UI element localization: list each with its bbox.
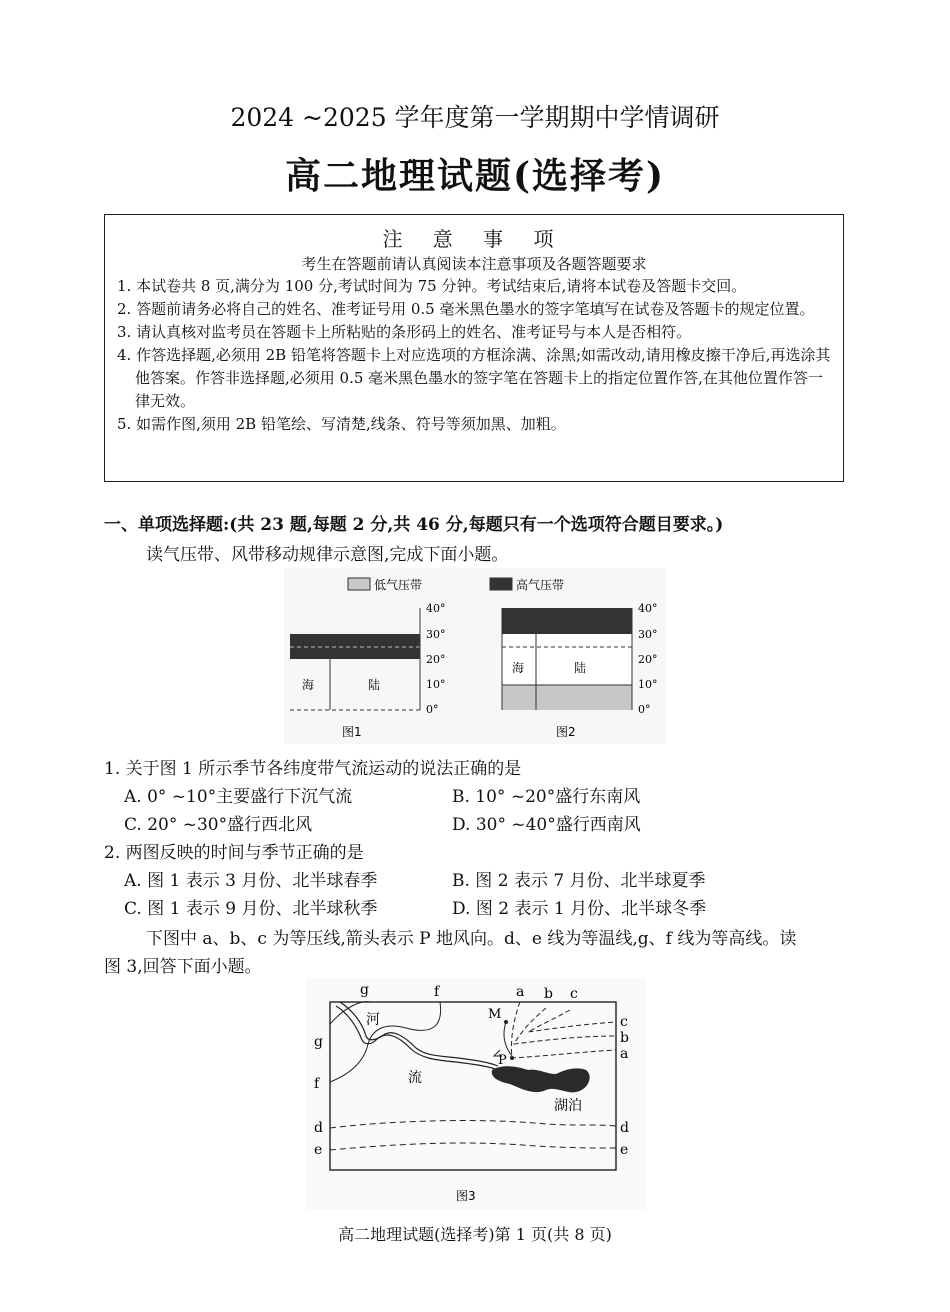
intro2-line1: 下图中 a、b、c 为等压线,箭头表示 P 地风向。d、e 线为等温线,g、f 线为等高线。读 [146,929,797,949]
exam-title: 高二地理试题(选择考) [284,155,666,197]
label-river-1: 河 [366,1012,380,1028]
notice-subtitle: 考生在答题前请认真阅读本注意事项及各题答题要求 [301,255,647,273]
section-heading: 一、单项选择题:(共 23 题,每题 2 分,共 46 分,每题只有一个选项符合题目要求。) [104,515,724,535]
label-m: M [488,1007,502,1022]
q1-stem: 1. 关于图 1 所示季节各纬度带气流运动的说法正确的是 [104,759,522,779]
fig2-lat-20: 20° [638,653,658,666]
fig1-sea-label: 海 [302,678,315,692]
fig1-lat-20: 20° [426,653,446,666]
fig2-land-label: 陆 [574,661,587,675]
label-e-right: e [620,1142,629,1158]
notice-item-2: 2. 答题前请务必将自己的姓名、准考证号用 0.5 毫米黑色墨水的签字笔填写在试卷及答题卡的规定位置。 [117,300,815,318]
q1-option-d: D. 30° ~40°盛行西南风 [452,815,641,835]
figure-pressure-belts [284,568,666,744]
q2-option-d: D. 图 2 表示 1 月份、北半球冬季 [452,899,707,919]
label-f-top: f [434,984,440,1000]
label-c-top: c [570,986,578,1002]
q2-option-b: B. 图 2 表示 7 月份、北半球夏季 [452,871,706,891]
label-river-2: 流 [408,1070,422,1086]
fig2-sea-label: 海 [512,661,525,675]
notice-title: 注 意 事 项 [382,227,566,251]
fig2-caption: 图2 [556,725,576,739]
notice-item-3: 3. 请认真核对监考员在答题卡上所粘贴的条形码上的姓名、准考证号与本人是否相符。 [117,323,692,341]
label-lake: 湖泊 [554,1098,582,1114]
notice-item-4: 4. 作答选择题,必须用 2B 铅笔将答题卡上对应选项的方框涂满、涂黑;如需改动,请用橡皮擦干净后,再选涂其他答案。作答非选择题,必须用 0.5 毫米黑色墨水的签字笔在答题卡上的指定位置作答,在其他位置作答一律无效。 [117,346,831,410]
q1-option-b: B. 10° ~20°盛行东南风 [452,787,641,807]
label-d-left: d [314,1120,323,1136]
fig3-caption: 图3 [456,1189,476,1203]
figure-3-map [306,978,646,1210]
fig1-land-label: 陆 [368,678,381,692]
legend-high-swatch [490,578,512,590]
fig1-lat-10: 10° [426,678,446,691]
fig2-high-band [502,608,632,634]
notice-item-1: 1. 本试卷共 8 页,满分为 100 分,考试时间为 75 分钟。考试结束后,请将本试卷及答题卡交回。 [117,277,747,295]
q2-option-a: A. 图 1 表示 3 月份、北半球春季 [124,871,378,891]
exam-year-line: 2024 ~2025 学年度第一学期期中学情调研 [230,103,720,132]
fig1-caption: 图1 [342,725,362,739]
notice-item-5: 5. 如需作图,须用 2B 铅笔绘、写清楚,线条、符号等须加黑、加粗。 [117,415,566,433]
q1-option-c: C. 20° ~30°盛行西北风 [124,815,313,835]
fig1-lat-40: 40° [426,602,446,615]
fig2-lat-10: 10° [638,678,658,691]
label-g-top: g [360,982,369,998]
label-b-top: b [544,986,553,1002]
point-p [510,1056,514,1060]
notice-list [117,275,833,436]
q2-option-c: C. 图 1 表示 9 月份、北半球秋季 [124,899,378,919]
label-p: P [498,1053,507,1068]
label-d-right: d [620,1120,629,1136]
intro2-line2: 图 3,回答下面小题。 [104,957,262,977]
legend-low-swatch [348,578,370,590]
fig2-low-band [502,685,632,710]
q1-option-a: A. 0° ~10°主要盛行下沉气流 [124,787,353,807]
label-a-top: a [516,984,525,1000]
label-e-left: e [314,1142,323,1158]
page-footer: 高二地理试题(选择考)第 1 页(共 8 页) [338,1225,612,1244]
fig2-lat-0: 0° [638,703,651,716]
legend-high-label: 高气压带 [516,578,565,592]
label-g-left: g [314,1034,323,1050]
label-c-right: c [620,1014,628,1030]
fig2-lat-30: 30° [638,628,658,641]
section-intro: 读气压带、风带移动规律示意图,完成下面小题。 [146,545,509,565]
label-f-left: f [314,1076,320,1092]
fig1-lat-0: 0° [426,703,439,716]
label-a-right: a [620,1046,629,1062]
label-b-right: b [620,1030,629,1046]
legend-low-label: 低气压带 [374,578,423,592]
notice-box [104,214,844,482]
fig2-lat-40: 40° [638,602,658,615]
fig1-lat-30: 30° [426,628,446,641]
q2-stem: 2. 两图反映的时间与季节正确的是 [104,843,364,863]
